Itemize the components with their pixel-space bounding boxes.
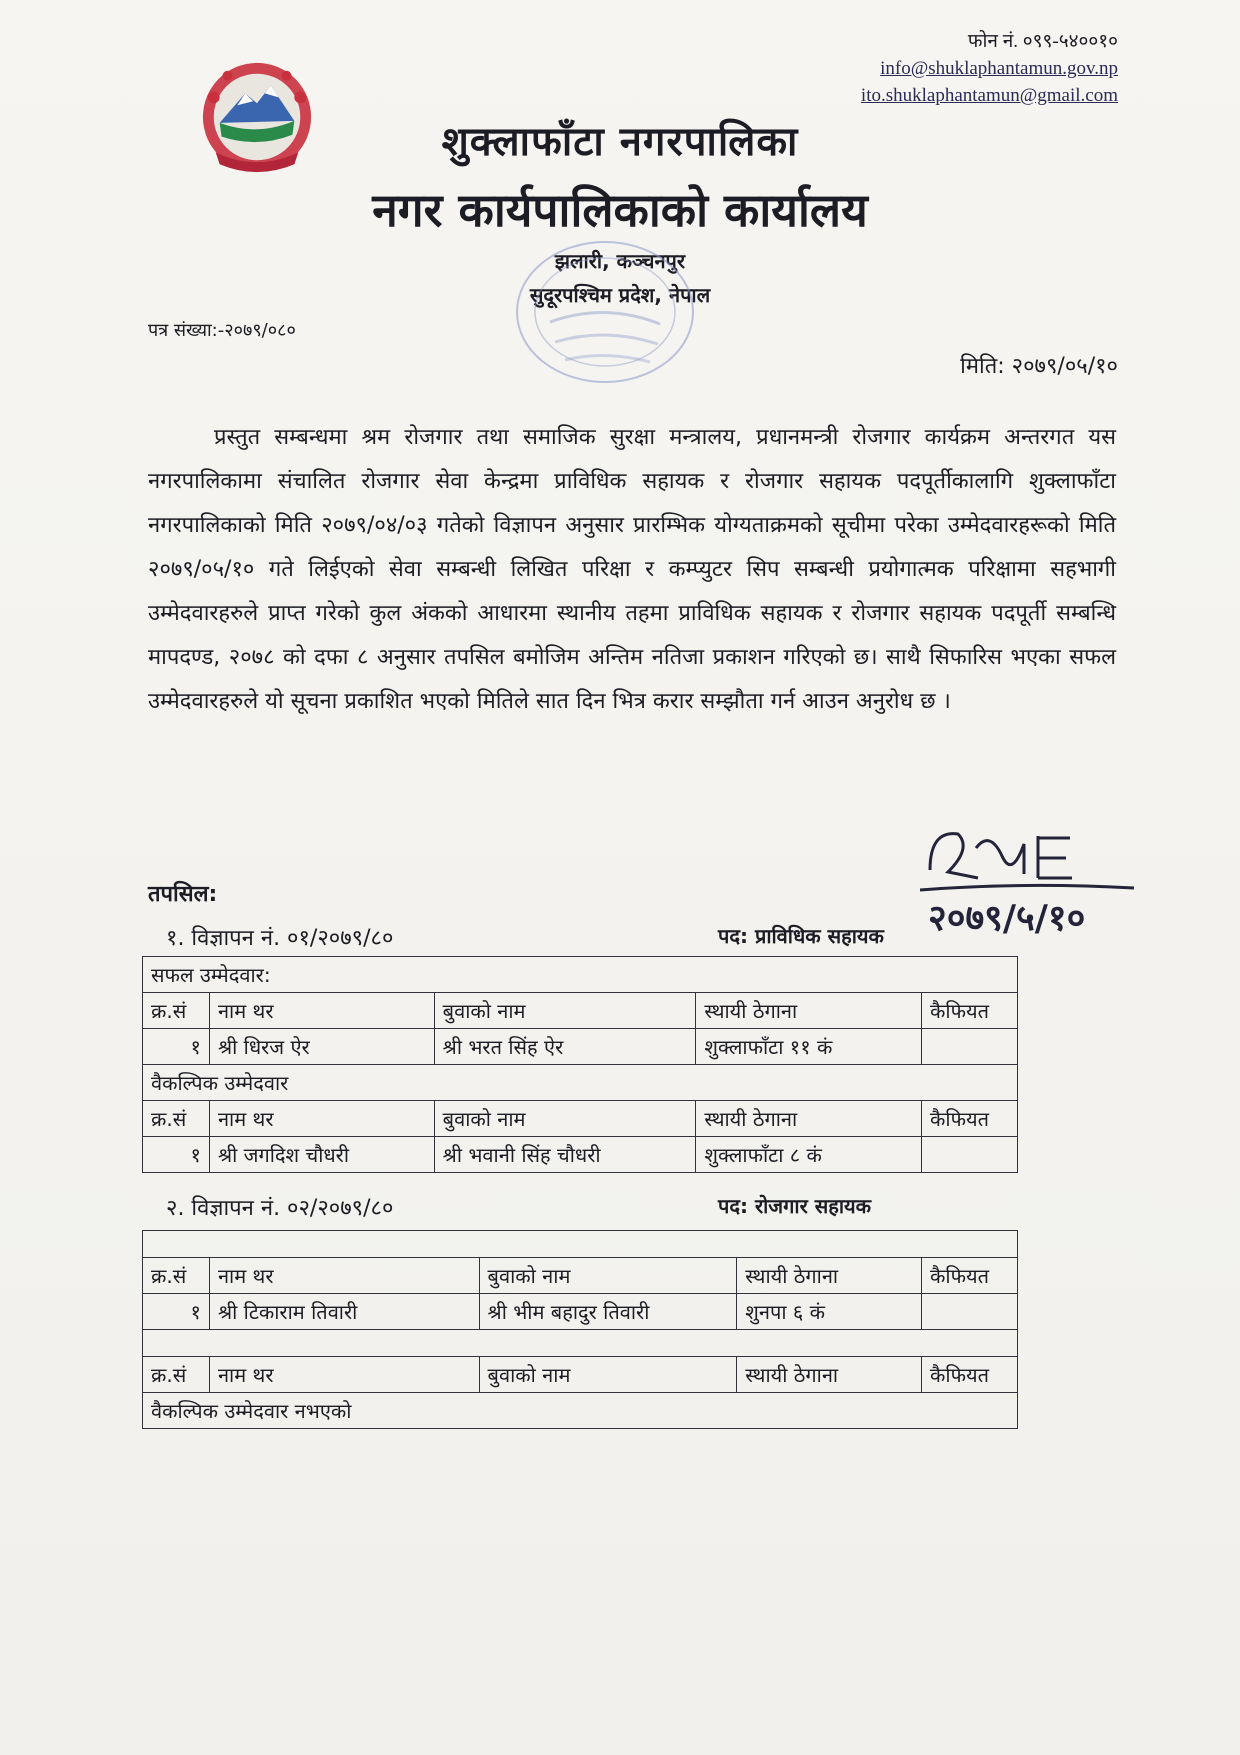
header-address: स्थायी ठेगाना bbox=[696, 993, 922, 1029]
header-address: स्थायी ठेगाना bbox=[737, 1357, 922, 1393]
cell-sn: १ bbox=[143, 1294, 210, 1330]
section-row bbox=[143, 1393, 1018, 1429]
table-row bbox=[143, 1029, 1018, 1065]
header-father: बुवाको नाम bbox=[479, 1357, 737, 1393]
address-line-2: सुदूरपश्चिम प्रदेश, नेपाल bbox=[529, 283, 711, 307]
adv2-table bbox=[142, 1230, 1018, 1429]
section-row bbox=[143, 1231, 1018, 1258]
alternate-candidate-label: वैकल्पिक उम्मेदवार bbox=[143, 1065, 1018, 1101]
tapasil-heading: तपसिल: bbox=[148, 882, 218, 907]
successful-candidate-label: सफल उम्मेदवार: bbox=[143, 957, 1018, 993]
adv1-post: पद: प्राविधिक सहायक bbox=[718, 924, 884, 948]
cell-father: श्री भवानी सिंह चौधरी bbox=[434, 1137, 696, 1173]
header-remarks: कैफियत bbox=[922, 993, 1018, 1029]
header-name: नाम थर bbox=[209, 1357, 479, 1393]
letter-reference-number: पत्र संख्या:-२०७९/०८० bbox=[148, 320, 296, 341]
address-line-1: झलारी, कञ्चनपुर bbox=[554, 249, 686, 273]
cell-address: शुनपा ६ कं bbox=[737, 1294, 922, 1330]
header-remarks: कैफियत bbox=[922, 1357, 1018, 1393]
table-header-row bbox=[143, 993, 1018, 1029]
adv2-title: २. विज्ञापन नं. ०२/२०७९/८० bbox=[166, 1196, 394, 1221]
table-row bbox=[143, 1294, 1018, 1330]
organization-name: शुक्लाफाँटा नगरपालिका bbox=[441, 119, 799, 165]
header-sn: क्र.सं bbox=[143, 1258, 210, 1294]
no-alternate-candidate-label: वैकल्पिक उम्मेदवार नभएको bbox=[143, 1393, 1018, 1429]
blank-section-cell bbox=[143, 1330, 1018, 1357]
header-name: नाम थर bbox=[209, 1101, 434, 1137]
header-address: स्थायी ठेगाना bbox=[737, 1258, 922, 1294]
cell-remarks bbox=[922, 1294, 1018, 1330]
header-sn: क्र.सं bbox=[143, 1101, 210, 1137]
cell-father: श्री भरत सिंह ऐर bbox=[434, 1029, 696, 1065]
header-sn: क्र.सं bbox=[143, 993, 210, 1029]
header-remarks: कैफियत bbox=[922, 1101, 1018, 1137]
section-row bbox=[143, 1065, 1018, 1101]
section-row bbox=[143, 957, 1018, 993]
signature-icon bbox=[920, 808, 1190, 968]
office-seal-stamp-icon bbox=[510, 232, 700, 392]
section-row bbox=[143, 1330, 1018, 1357]
header-sn: क्र.सं bbox=[143, 1357, 210, 1393]
cell-sn: १ bbox=[143, 1029, 210, 1065]
adv1-table bbox=[142, 956, 1018, 1173]
header-name: नाम थर bbox=[209, 1258, 479, 1294]
cell-father: श्री भीम बहादुर तिवारी bbox=[479, 1294, 737, 1330]
table-header-row bbox=[143, 1357, 1018, 1393]
header-father: बुवाको नाम bbox=[434, 993, 696, 1029]
table-header-row bbox=[143, 1258, 1018, 1294]
cell-remarks bbox=[922, 1029, 1018, 1065]
adv2-post: पद: रोजगार सहायक bbox=[718, 1194, 872, 1218]
table-header-row bbox=[143, 1101, 1018, 1137]
email-secondary[interactable]: ito.shuklaphantamun@gmail.com bbox=[860, 85, 1118, 106]
cell-remarks bbox=[922, 1137, 1018, 1173]
cell-address: शुक्लाफाँटा ८ कं bbox=[696, 1137, 922, 1173]
cell-sn: १ bbox=[143, 1137, 210, 1173]
blank-section-cell bbox=[143, 1231, 1018, 1258]
office-name: नगर कार्यपालिकाको कार्यालय bbox=[372, 183, 868, 237]
cell-name: श्री टिकाराम तिवारी bbox=[209, 1294, 479, 1330]
contact-block bbox=[861, 28, 1118, 109]
header-name: नाम थर bbox=[209, 993, 434, 1029]
phone-number: फोन नं. ०९९-५४००१० bbox=[967, 31, 1118, 52]
email-primary[interactable]: info@shuklaphantamun.gov.np bbox=[880, 58, 1118, 79]
header-father: बुवाको नाम bbox=[434, 1101, 696, 1137]
letter-body: प्रस्तुत सम्बन्धमा श्रम रोजगार तथा समाजिक सुरक्षा मन्त्रालय, प्रधानमन्त्री रोजगार कार्यक्रम अन्तरगत यस नगरपालिकामा संचालित रोजगार सेवा केन्द्रमा प्राविधिक सहायक र रोजगार सहायक पदपूर्तीकालागि शुक्लाफाँटा नगरपालिकाको मिति २०७९/०४/०३ गतेको विज्ञापन अनुसार प्रारम्भिक योग्यताक्रमको सूचीमा परेका उम्मेदवारहरूको मिति २०७९/०५/१० गते लिईएको सेवा सम्बन्धी लिखित परिक्षा र कम्प्युटर सिप सम्बन्धी प्रयोगात्मक परिक्षामा सहभागी उम्मेदवारहरुले प्राप्त गरेको कुल अंकको आधारमा स्थानीय तहमा प्राविधिक सहायक र रोजगार सहायक पदपूर्ती सम्बन्धि मापदण्ड, २०७८ को दफा ८ अनुसार तपसिल बमोजिम अन्तिम नतिजा प्रकाशन गरिएको छ। साथै सिफारिस भएका सफल उम्मेदवारहरुले यो सूचना प्रकाशित भएको मितिले सात दिन भित्र करार सम्झौता गर्न आउन अनुरोध छ । bbox=[148, 425, 1116, 714]
cell-name: श्री जगदिश चौधरी bbox=[209, 1137, 434, 1173]
signature-date: २०७९/५/१० bbox=[928, 898, 1086, 939]
table-row bbox=[143, 1137, 1018, 1173]
cell-name: श्री धिरज ऐर bbox=[209, 1029, 434, 1065]
header-address: स्थायी ठेगाना bbox=[696, 1101, 922, 1137]
letter-date: मिति: २०७९/०५/१० bbox=[960, 354, 1118, 379]
header-father: बुवाको नाम bbox=[479, 1258, 737, 1294]
header-remarks: कैफियत bbox=[922, 1258, 1018, 1294]
adv1-title: १. विज्ञापन नं. ०१/२०७९/८० bbox=[166, 926, 394, 951]
cell-address: शुक्लाफाँटा ११ कं bbox=[696, 1029, 922, 1065]
